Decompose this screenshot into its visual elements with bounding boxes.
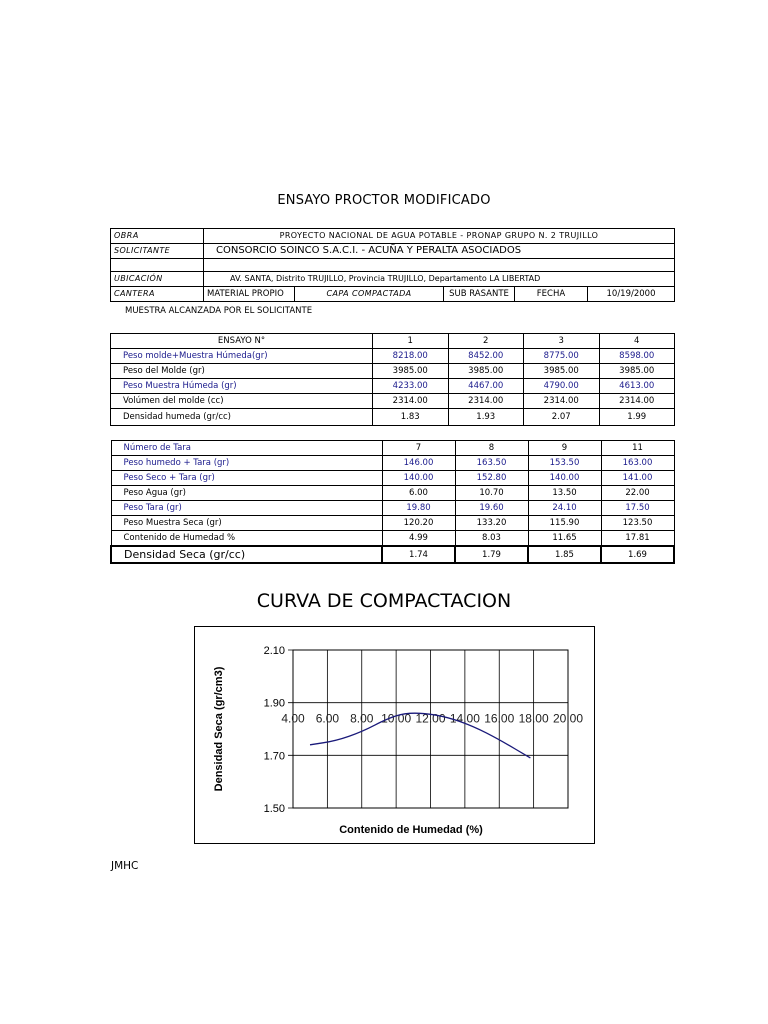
chart-title: CURVA DE COMPACTACION xyxy=(256,590,512,612)
x-tick-label: 6.00 xyxy=(315,711,340,726)
cell: 1.93 xyxy=(448,409,524,426)
cell: 11.65 xyxy=(528,531,601,547)
col-header: 9 xyxy=(528,441,601,456)
row-label: Contenido de Humedad % xyxy=(111,531,382,547)
table-row xyxy=(111,349,675,364)
cell: 140.00 xyxy=(528,471,601,486)
cell: 3985.00 xyxy=(373,364,449,379)
table-row xyxy=(111,394,675,409)
cell: 4613.00 xyxy=(599,379,675,394)
cell: 4233.00 xyxy=(373,379,449,394)
tara-header: Número de Tara xyxy=(111,441,382,456)
cell: 2314.00 xyxy=(524,394,600,409)
y-axis-label: Densidad Seca (gr/cm3) xyxy=(213,666,225,792)
cell: 1.69 xyxy=(601,546,674,563)
table-row xyxy=(111,531,674,547)
solicitante-value: CONSORCIO SOINCO S.A.C.I. - ACUÑA Y PERALTA ASOCIADOS xyxy=(204,244,675,259)
obra-value: PROYECTO NACIONAL DE AGUA POTABLE - PRONAP GRUPO N. 2 TRUJILLO xyxy=(204,229,675,244)
cell: 8452.00 xyxy=(448,349,524,364)
cell: 163.50 xyxy=(455,456,528,471)
x-tick-label: 18.00 xyxy=(518,711,549,726)
cell: 133.20 xyxy=(455,516,528,531)
cell: 8598.00 xyxy=(599,349,675,364)
row-label: Peso del Molde (gr) xyxy=(111,364,373,379)
project-info-table xyxy=(110,228,675,302)
y-tick-label: 1.90 xyxy=(263,697,285,710)
col-header: 8 xyxy=(455,441,528,456)
table-row xyxy=(111,379,675,394)
cell: 120.20 xyxy=(382,516,455,531)
cell: 4467.00 xyxy=(448,379,524,394)
table-header-row xyxy=(111,441,674,456)
cell: 4.99 xyxy=(382,531,455,547)
x-axis-label: Contenido de Humedad (%) xyxy=(339,824,483,836)
cell: 140.00 xyxy=(382,471,455,486)
cell: 163.00 xyxy=(601,456,674,471)
cell: 13.50 xyxy=(528,486,601,501)
cell: 24.10 xyxy=(528,501,601,516)
cell: 3985.00 xyxy=(524,364,600,379)
ensayo-header: ENSAYO N° xyxy=(111,334,373,349)
table-row xyxy=(111,456,674,471)
x-tick-label: 8.00 xyxy=(350,711,374,726)
compaction-chart xyxy=(194,626,595,844)
row-label: Densidad Seca (gr/cc) xyxy=(111,546,382,563)
col-header: 2 xyxy=(448,334,524,349)
capa-label: CAPA COMPACTADA xyxy=(295,287,444,302)
x-tick-label: 12.00 xyxy=(415,711,446,726)
x-tick-label: 14.00 xyxy=(449,711,480,726)
col-header: 1 xyxy=(373,334,449,349)
cell: 3985.00 xyxy=(599,364,675,379)
author-initials: JMHC xyxy=(111,860,139,872)
cell: 1.83 xyxy=(373,409,449,426)
cell: 19.60 xyxy=(455,501,528,516)
chart-grid xyxy=(288,650,568,808)
cell: 1.74 xyxy=(382,546,455,563)
cell: 1.85 xyxy=(528,546,601,563)
row-label: Peso humedo + Tara (gr) xyxy=(111,456,382,471)
cell: 141.00 xyxy=(601,471,674,486)
cell: 22.00 xyxy=(601,486,674,501)
table-row xyxy=(111,486,674,501)
y-tick-label: 2.10 xyxy=(263,645,285,657)
cell: 115.90 xyxy=(528,516,601,531)
row-label: Peso Muestra Húmeda (gr) xyxy=(111,379,373,394)
cell: 19.80 xyxy=(382,501,455,516)
ubicacion-value: AV. SANTA, Distrito TRUJILLO, Provincia TRUJILLO, Departamento LA LIBERTAD xyxy=(204,272,675,287)
table-header-row xyxy=(111,334,675,349)
fecha-label: FECHA xyxy=(515,287,588,302)
cell: 3985.00 xyxy=(448,364,524,379)
cell: 153.50 xyxy=(528,456,601,471)
row-label: Densidad humeda (gr/cc) xyxy=(111,409,373,426)
cell: 1.79 xyxy=(455,546,528,563)
table-row xyxy=(111,546,674,563)
cell: 1.99 xyxy=(599,409,675,426)
y-tick-label: 1.70 xyxy=(263,750,285,763)
fecha-value: 10/19/2000 xyxy=(588,287,675,302)
col-header: 3 xyxy=(524,334,600,349)
y-tick-label: 1.50 xyxy=(263,803,285,815)
capa-value: SUB RASANTE xyxy=(444,287,515,302)
wet-density-table xyxy=(110,333,675,426)
cell: 123.50 xyxy=(601,516,674,531)
table-row xyxy=(111,364,675,379)
report-title: ENSAYO PROCTOR MODIFICADO xyxy=(277,193,491,208)
cell: 152.80 xyxy=(455,471,528,486)
table-row xyxy=(111,409,675,426)
sample-note: MUESTRA ALCANZADA POR EL SOLICITANTE xyxy=(125,306,313,316)
table-row xyxy=(111,501,674,516)
row-label: Peso Seco + Tara (gr) xyxy=(111,471,382,486)
table-row xyxy=(111,516,674,531)
cantera-value: MATERIAL PROPIO xyxy=(204,287,295,302)
row-label: Volúmen del molde (cc) xyxy=(111,394,373,409)
chart-svg xyxy=(195,627,594,843)
cell: 17.50 xyxy=(601,501,674,516)
col-header: 4 xyxy=(599,334,675,349)
row-label: Peso Muestra Seca (gr) xyxy=(111,516,382,531)
ubicacion-label: UBICACIÓN xyxy=(111,272,204,287)
cell: 17.81 xyxy=(601,531,674,547)
col-header: 7 xyxy=(382,441,455,456)
moisture-table xyxy=(110,440,675,564)
cell: 2314.00 xyxy=(373,394,449,409)
x-axis-ticks xyxy=(281,712,583,726)
table-row xyxy=(111,471,674,486)
cell: 4790.00 xyxy=(524,379,600,394)
cell: 6.00 xyxy=(382,486,455,501)
cell: 146.00 xyxy=(382,456,455,471)
cell: 2.07 xyxy=(524,409,600,426)
cell: 2314.00 xyxy=(448,394,524,409)
row-label: Peso Tara (gr) xyxy=(111,501,382,516)
col-header: 11 xyxy=(601,441,674,456)
cell: 8218.00 xyxy=(373,349,449,364)
x-tick-label: 20.00 xyxy=(552,711,584,726)
cell: 8775.00 xyxy=(524,349,600,364)
solicitante-label: SOLICITANTE xyxy=(111,244,204,259)
cell: 8.03 xyxy=(455,531,528,547)
cell: 2314.00 xyxy=(599,394,675,409)
cantera-label: CANTERA xyxy=(111,287,204,302)
y-axis-ticks xyxy=(264,645,285,815)
x-tick-label: 4.00 xyxy=(281,711,305,726)
obra-label: OBRA xyxy=(111,229,204,244)
row-label: Peso Agua (gr) xyxy=(111,486,382,501)
cell: 10.70 xyxy=(455,486,528,501)
x-tick-label: 16.00 xyxy=(484,711,515,726)
row-label: Peso molde+Muestra Húmeda(gr) xyxy=(111,349,373,364)
x-tick-label: 10.00 xyxy=(381,711,412,726)
